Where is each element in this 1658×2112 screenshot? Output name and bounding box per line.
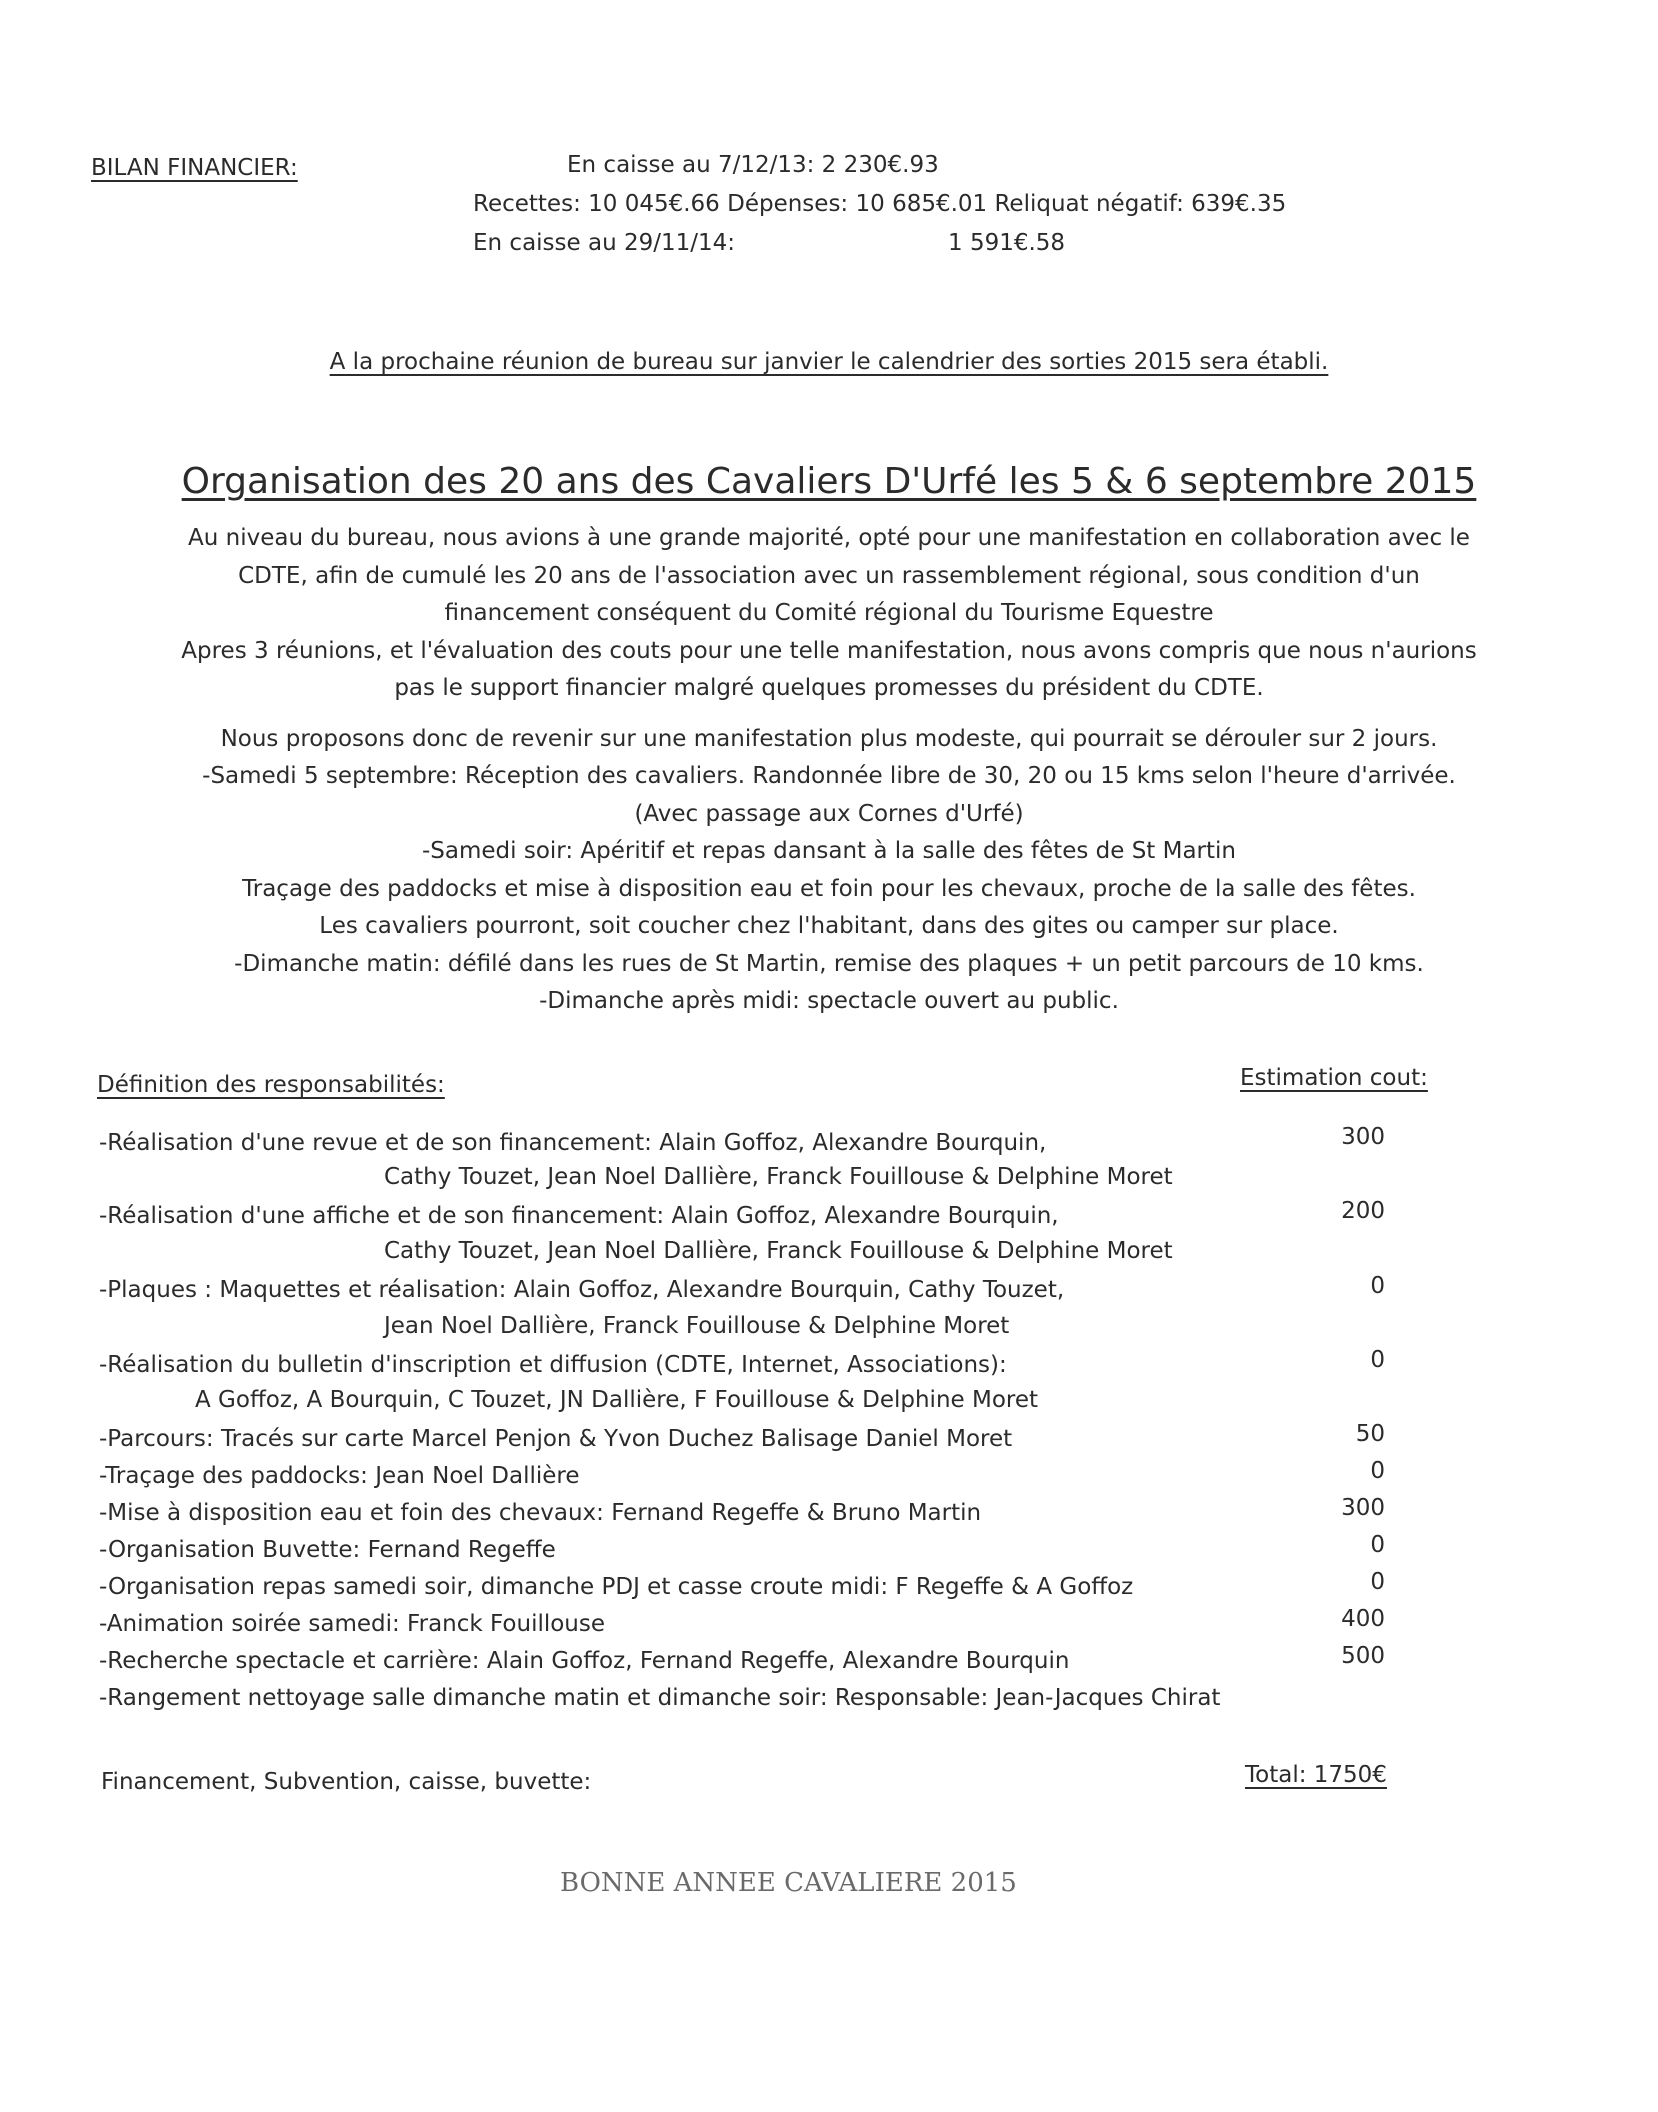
- responsibility-text: -Rangement nettoyage salle dimanche matin et dimanche soir: Responsable: Jean-Jacques Chirat: [99, 1685, 1221, 1711]
- responsibility-cost: 0: [1370, 1569, 1385, 1595]
- responsibility-cost: 0: [1370, 1273, 1385, 1299]
- total-amount: Total: 1750€: [1245, 1762, 1387, 1788]
- responsibility-text: -Plaques : Maquettes et réalisation: Alain Goffoz, Alexandre Bourquin, Cathy Touzet,: [99, 1277, 1065, 1303]
- cost-heading: Estimation cout:: [1240, 1065, 1428, 1091]
- responsibility-cost: 300: [1341, 1495, 1385, 1521]
- responsibility-cost: 0: [1370, 1532, 1385, 1558]
- responsibility-text: -Réalisation du bulletin d'inscription et diffusion (CDTE, Internet, Associations):: [99, 1352, 1007, 1378]
- responsibility-text: -Recherche spectacle et carrière: Alain Goffoz, Fernand Regeffe, Alexandre Bourquin: [99, 1648, 1070, 1674]
- program-line: Traçage des paddocks et mise à disposition eau et foin pour les chevaux, proche de la salle des fêtes.: [242, 876, 1416, 902]
- responsibility-text: -Organisation Buvette: Fernand Regeffe: [99, 1537, 556, 1563]
- responsibility-text: Cathy Touzet, Jean Noel Dallière, Franck Fouillouse & Delphine Moret: [384, 1164, 1173, 1190]
- responsibility-cost: 400: [1341, 1606, 1385, 1632]
- program-line: Nous proposons donc de revenir sur une manifestation plus modeste, qui pourrait se dérouler sur 2 jours.: [220, 726, 1438, 752]
- responsibility-text: A Goffoz, A Bourquin, C Touzet, JN Dallière, F Fouillouse & Delphine Moret: [195, 1387, 1039, 1413]
- responsibility-cost: 300: [1341, 1124, 1385, 1150]
- intro-line: financement conséquent du Comité régional du Tourisme Equestre: [444, 600, 1214, 626]
- responsibilities-heading: Définition des responsabilités:: [97, 1072, 445, 1098]
- program-line: -Samedi soir: Apéritif et repas dansant à la salle des fêtes de St Martin: [421, 838, 1237, 864]
- program-line: -Samedi 5 septembre: Réception des cavaliers. Randonnée libre de 30, 20 ou 15 kms selon l'heure d'arrivée.: [202, 763, 1456, 789]
- program-line: -Dimanche matin: défilé dans les rues de St Martin, remise des plaques + un petit parcours de 10 kms.: [234, 951, 1424, 977]
- footer-greeting: BONNE ANNEE CAVALIERE 2015: [560, 1868, 1017, 1898]
- responsibility-text: -Réalisation d'une revue et de son financement: Alain Goffoz, Alexandre Bourquin,: [99, 1130, 1047, 1156]
- bilan-line-2: Recettes: 10 045€.66 Dépenses: 10 685€.01 Reliquat négatif: 639€.35: [473, 191, 1287, 217]
- responsibility-cost: 500: [1341, 1643, 1385, 1669]
- financement-label: Financement, Subvention, caisse, buvette:: [101, 1769, 592, 1795]
- responsibility-text: Jean Noel Dallière, Franck Fouillouse & Delphine Moret: [384, 1313, 1010, 1339]
- responsibility-cost: 50: [1355, 1421, 1385, 1447]
- responsibility-text: -Mise à disposition eau et foin des chevaux: Fernand Regeffe & Bruno Martin: [99, 1500, 982, 1526]
- meeting-notice: A la prochaine réunion de bureau sur janvier le calendrier des sorties 2015 sera établi.: [329, 349, 1329, 375]
- bilan-line-3-value: 1 591€.58: [948, 230, 1066, 256]
- intro-line: pas le support financier malgré quelques promesses du président du CDTE.: [394, 675, 1264, 701]
- program-line: -Dimanche après midi: spectacle ouvert au public.: [539, 988, 1119, 1014]
- responsibility-cost: 200: [1341, 1198, 1385, 1224]
- responsibility-text: -Organisation repas samedi soir, dimanche PDJ et casse croute midi: F Regeffe & A Goffoz: [99, 1574, 1134, 1600]
- responsibility-cost: 0: [1370, 1347, 1385, 1373]
- program-line: Les cavaliers pourront, soit coucher chez l'habitant, dans des gites ou camper sur place.: [319, 913, 1339, 939]
- responsibility-text: -Animation soirée samedi: Franck Fouillouse: [99, 1611, 606, 1637]
- responsibility-text: -Parcours: Tracés sur carte Marcel Penjon & Yvon Duchez Balisage Daniel Moret: [99, 1426, 1013, 1452]
- intro-line: Au niveau du bureau, nous avions à une grande majorité, opté pour une manifestation en collaboration avec le: [188, 525, 1470, 551]
- program-line: (Avec passage aux Cornes d'Urfé): [634, 801, 1024, 827]
- responsibility-text: -Traçage des paddocks: Jean Noel Dallière: [99, 1463, 580, 1489]
- responsibility-text: Cathy Touzet, Jean Noel Dallière, Franck Fouillouse & Delphine Moret: [384, 1238, 1173, 1264]
- intro-line: CDTE, afin de cumulé les 20 ans de l'association avec un rassemblement régional, sous condition d'un: [238, 563, 1420, 589]
- intro-line: Apres 3 réunions, et l'évaluation des couts pour une telle manifestation, nous avons compris que nous n'aurions: [181, 638, 1477, 664]
- responsibility-cost: 0: [1370, 1458, 1385, 1484]
- bilan-line-3-label: En caisse au 29/11/14:: [473, 230, 736, 256]
- bilan-heading: BILAN FINANCIER:: [91, 155, 298, 181]
- responsibility-text: -Réalisation d'une affiche et de son financement: Alain Goffoz, Alexandre Bourquin,: [99, 1203, 1059, 1229]
- bilan-line-1: En caisse au 7/12/13: 2 230€.93: [567, 152, 939, 178]
- organisation-title: Organisation des 20 ans des Cavaliers D'Urfé les 5 & 6 septembre 2015: [181, 461, 1477, 502]
